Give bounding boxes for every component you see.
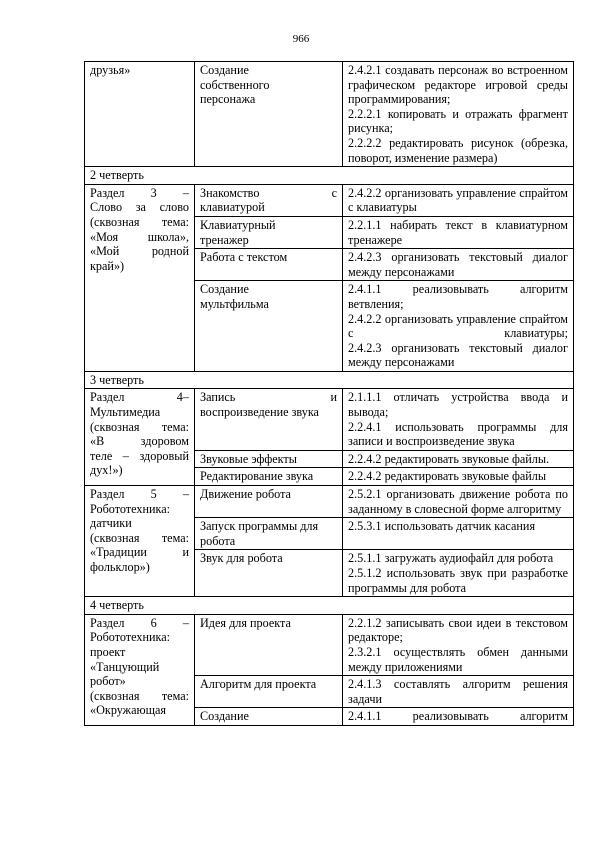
section-cell: [85, 184, 195, 371]
section-line: проект: [90, 644, 126, 659]
page-number: 966: [292, 33, 310, 45]
topic-cell: [195, 614, 343, 675]
topic-line: робота: [200, 533, 236, 548]
topic-cell: [195, 450, 343, 468]
objectives-cell: [343, 518, 574, 550]
quarter-label: 4 четверть: [85, 597, 574, 615]
objectives-cell: [343, 216, 574, 248]
topic-cell: [195, 249, 343, 281]
curriculum-table: [84, 61, 574, 726]
section-line: Робототехника:: [90, 630, 171, 645]
objectives-cell: [343, 676, 574, 708]
objective: 2.2.2.2 редактировать рисунок (обрезка, поворот, изменение размера): [348, 135, 568, 165]
section-line: (сквозная тема:: [90, 419, 189, 434]
objective: 2.2.2.1 копировать и отражать фрагмент рисунка;: [348, 106, 568, 136]
table-row: [85, 614, 574, 675]
topic-cell: [195, 708, 343, 726]
topic-line: воспроизведение звука: [200, 405, 319, 420]
objective: 2.4.2.3 организовать текстовый диалог между персонажами: [348, 250, 568, 279]
objectives-cell: [343, 389, 574, 450]
topic-cell: [195, 550, 343, 597]
topic-line: Запуск программы для: [200, 519, 319, 534]
table-row: [85, 486, 574, 518]
section-line: Слово за слово: [90, 200, 189, 215]
topic-line: мультфильма: [200, 296, 269, 311]
section-line: Раздел 4–: [90, 390, 189, 405]
section-line: дух!»): [90, 463, 123, 478]
objectives-cell: [343, 450, 574, 468]
section-line: «Мой родной: [90, 244, 189, 259]
topic-line: собственного: [200, 77, 270, 92]
section-line: Раздел 3 –: [90, 185, 189, 200]
topic-line: Создание: [200, 709, 249, 724]
objective: 2.2.1.1 набирать текст в клавиатурном тренажере: [348, 217, 568, 247]
section-line: «Танцующий: [90, 659, 160, 674]
objective: 2.1.1.1 отличать устройства ввода и вывода;: [348, 390, 568, 420]
topic-cell: [195, 486, 343, 518]
objective: 2.2.1.2 записывать свои идеи в текстовом редакторе;: [348, 615, 568, 645]
quarter-row: [85, 371, 574, 389]
topic-line: Алгоритм для проекта: [200, 677, 317, 692]
table-row: [85, 389, 574, 450]
objectives-cell: [343, 281, 574, 372]
section-line: Мультимедиа: [90, 405, 161, 420]
section-line: (сквозная тема:: [90, 530, 189, 545]
section-cell: [85, 486, 195, 597]
topic-line: Звуковые эффекты: [200, 451, 297, 466]
section-line: «Традиции и: [90, 545, 189, 560]
objectives-cell: [343, 468, 574, 486]
objective: 2.4.1.3 составлять алгоритм решения задачи: [348, 677, 568, 706]
topic-cell: [195, 518, 343, 550]
topic-cell: [195, 184, 343, 216]
section-cell: [85, 389, 195, 486]
objective: 2.5.1.1 загружать аудиофайл для робота: [348, 551, 554, 566]
objectives-cell: [343, 708, 574, 726]
section-line: датчики: [90, 516, 132, 531]
quarter-label: 3 четверть: [85, 371, 574, 389]
section-line: друзья»: [90, 63, 131, 77]
objective: 2.4.2.2 организовать управление спрайтом с клавиатуры;: [348, 311, 568, 341]
section-line: робот»: [90, 674, 126, 689]
topic-line: Запись и: [200, 390, 337, 405]
topic-line: Знакомство с: [200, 185, 337, 200]
topic-line: клавиатурой: [200, 200, 265, 215]
section-cell: [85, 62, 195, 167]
objectives-cell: [343, 614, 574, 675]
topic-line: Создание: [200, 63, 249, 77]
objectives-cell: [343, 249, 574, 281]
topic-line: персонажа: [200, 92, 256, 107]
section-line: (сквозная тема:: [90, 688, 189, 703]
objectives-cell: [343, 550, 574, 597]
section-line: (сквозная тема:: [90, 214, 189, 229]
objectives-cell: [343, 62, 574, 167]
section-line: фольклор»): [90, 560, 150, 574]
topic-line: Редактирование звука: [200, 469, 314, 484]
table-row: [85, 184, 574, 216]
objective: 2.4.1.1 реализовывать алгоритм ветвления;: [348, 282, 568, 311]
section-line: «Моя школа»,: [90, 229, 189, 244]
section-line: Раздел 5 –: [90, 487, 189, 502]
topic-line: Звук для робота: [200, 551, 283, 566]
topic-line: Создание: [200, 282, 249, 297]
objective: 2.5.3.1 использовать датчик касания: [348, 519, 536, 534]
quarter-row: [85, 597, 574, 615]
topic-cell: [195, 389, 343, 450]
objective: 2.4.1.1 реализовывать алгоритм: [348, 709, 568, 724]
objectives-cell: [343, 184, 574, 216]
quarter-label: 2 четверть: [85, 167, 574, 185]
objectives-cell: [343, 486, 574, 518]
section-line: теле – здоровый: [90, 448, 189, 463]
topic-cell: [195, 216, 343, 248]
topic-line: Движение робота: [200, 487, 291, 502]
objective: 2.2.4.2 редактировать звуковые файлы: [348, 469, 547, 484]
objective: 2.2.4.1 использовать программы для записи и воспроизведение звука: [348, 419, 568, 449]
objective: 2.3.2.1 осуществлять обмен данными между приложениями: [348, 644, 568, 674]
quarter-row: [85, 167, 574, 185]
section-line: край»): [90, 258, 125, 273]
section-line: «Окружающая: [90, 703, 167, 718]
topic-cell: [195, 468, 343, 486]
section-line: Раздел 6 –: [90, 615, 189, 630]
section-line: Робототехника:: [90, 501, 171, 516]
objective: 2.4.2.2 организовать управление спрайтом с клавиатуры: [348, 185, 568, 215]
objective: 2.5.2.1 организовать движение робота по заданному в словесной форме алгоритму: [348, 487, 568, 516]
topic-line: Идея для проекта: [200, 615, 291, 630]
topic-cell: [195, 281, 343, 372]
section-line: «В здоровом: [90, 434, 189, 449]
table-row: [85, 62, 574, 167]
topic-cell: [195, 676, 343, 708]
objective: 2.4.2.3 организовать текстовый диалог между персонажами: [348, 340, 568, 370]
topic-line: Работа с текстом: [200, 250, 288, 265]
section-cell: [85, 614, 195, 726]
topic-line: Клавиатурный: [200, 217, 276, 232]
objective: 2.2.4.2 редактировать звуковые файлы.: [348, 451, 550, 466]
topic-cell: [195, 62, 343, 167]
objective: 2.4.2.1 создавать персонаж во встроенном графическом редакторе игровой среды программирования;: [348, 63, 568, 107]
topic-line: тренажер: [200, 232, 249, 247]
objective: 2.5.1.2 использовать звук при разработке программы для робота: [348, 566, 568, 595]
